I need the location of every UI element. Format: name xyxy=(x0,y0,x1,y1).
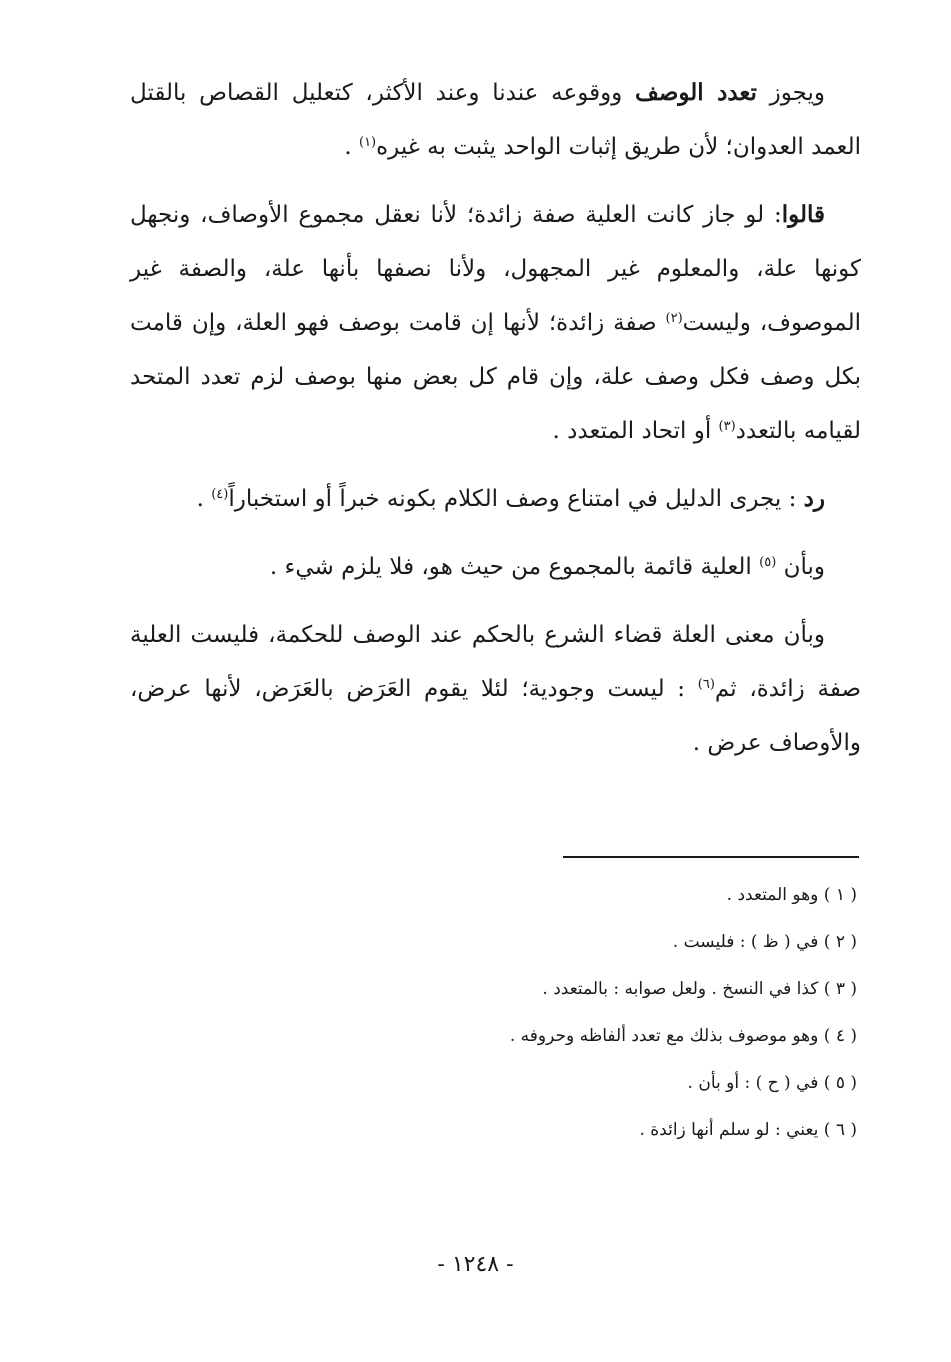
main-text xyxy=(130,66,861,784)
footnote-ref: (٤) xyxy=(211,487,229,502)
bold-term: تعدد الوصف xyxy=(635,79,757,106)
footnote-ref: (٣) xyxy=(718,419,736,434)
paragraph-3 xyxy=(130,472,861,526)
paragraph-5 xyxy=(130,608,861,770)
footnote-ref: (٥) xyxy=(759,555,777,570)
footnote-5: ( ٥ ) في ( ح ) : أو بأن . xyxy=(687,1073,857,1093)
footnote-6: ( ٦ ) يعني : لو سلم أنها زائدة . xyxy=(639,1120,857,1140)
footnote-3: ( ٣ ) كذا في النسخ . ولعل صوابه : بالمتعدد . xyxy=(542,979,857,999)
footnote-ref: (٦) xyxy=(697,677,715,692)
text-run: : ليست وجودية؛ لئلا يقوم العَرَض بالعَرَض، لأنها عرض، والأوصاف عرض . xyxy=(130,676,861,756)
paragraph-1 xyxy=(130,66,861,174)
text-run: ويجوز xyxy=(756,80,825,106)
bold-term: قالوا xyxy=(781,201,825,228)
footnote-1: ( ١ ) وهو المتعدد . xyxy=(726,885,857,905)
text-run: ووقوعه عندنا وعند الأكثر، كتعليل القصاص بالقتل العمد العدوان؛ لأن طريق إثبات الواحد يثبت به غيره xyxy=(130,80,861,160)
footnote-ref: (١) xyxy=(358,135,377,150)
footnotes xyxy=(130,872,857,1154)
text-run: وبأن معنى العلة قضاء الشرع بالحكم عند الوصف للحكمة، فليست العلية صفة زائدة، ثم xyxy=(130,622,861,702)
text-run: . xyxy=(344,134,359,160)
text-run: العلية قائمة بالمجموع من حيث هو، فلا يلزم شيء . xyxy=(269,554,760,580)
text-run: . xyxy=(196,486,212,512)
footnote-ref: (٢) xyxy=(665,311,683,326)
text-run: : لو جاز كانت العلية صفة زائدة؛ لأنا نعقل مجموع الأوصاف، ونجهل كونها علة، والمعلوم غير المجهول، ولأنا نصفها بأنها علة، والصفة غير الموصوف، وليست xyxy=(130,202,861,336)
text-run: وبأن xyxy=(776,554,825,580)
text-run: أو اتحاد المتعدد . xyxy=(552,418,719,444)
page-number: - ١٢٤٨ - xyxy=(437,1252,514,1277)
paragraph-2 xyxy=(130,188,861,458)
paragraph-4 xyxy=(130,540,861,594)
footnote-2: ( ٢ ) في ( ظ ) : فليست . xyxy=(672,932,857,952)
text-run: صفة زائدة؛ لأنها إن قامت بوصف فهو العلة، وإن قامت بكل وصف فكل وصف علة، وإن قام كل بعض منها بوصف لزم تعدد المتحد لقيامه بالتعدد xyxy=(130,310,861,444)
bold-term: رد xyxy=(803,485,825,512)
footnote-separator xyxy=(563,856,859,858)
text-run: : يجرى الدليل في امتناع وصف الكلام بكونه خبراً أو استخباراً xyxy=(228,486,804,512)
footnote-4: ( ٤ ) وهو موصوف بذلك مع تعدد ألفاظه وحروفه . xyxy=(509,1026,857,1046)
